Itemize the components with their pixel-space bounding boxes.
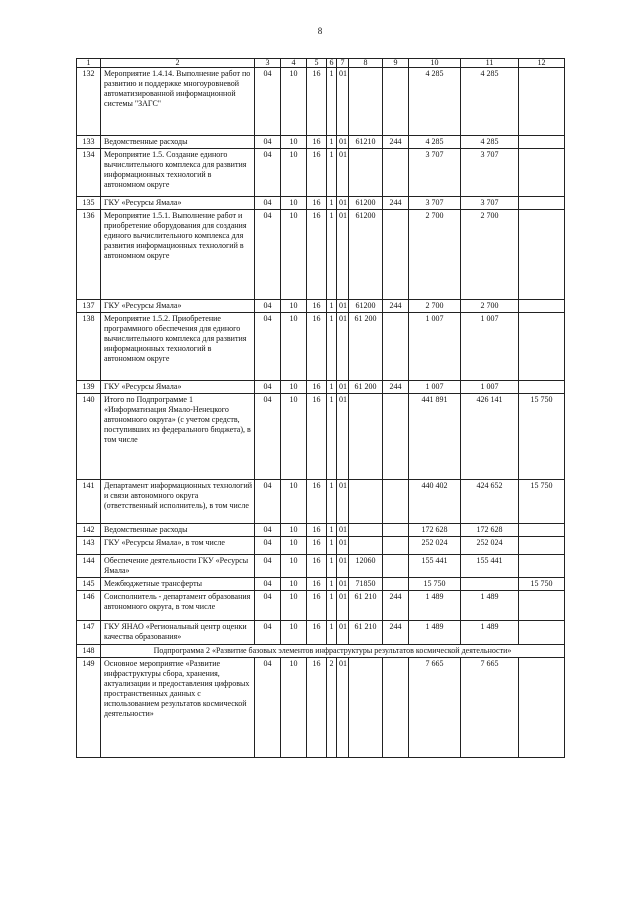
table-row [77,149,565,197]
table-cell: 1 [327,210,337,300]
row-description: Ведомственные расходы [101,524,255,537]
table-cell: 3 707 [461,197,519,210]
table-cell: 04 [255,555,281,578]
table-cell: 244 [383,300,409,313]
table-cell: 16 [307,394,327,480]
table-cell: 1 [327,591,337,621]
table-cell: 01 [337,210,349,300]
column-header: 9 [383,59,409,68]
table-cell: 1 489 [461,621,519,645]
table-cell: 16 [307,197,327,210]
table-cell [383,524,409,537]
row-description: Мероприятие 1.5.1. Выполнение работ и приобретение оборудования для создания единого вычислительного комплекса для развития информационных технологий в автономном округе [101,210,255,300]
table-cell: 71850 [349,578,383,591]
table-cell: 1 [327,313,337,381]
table-cell [349,480,383,524]
table-cell: 10 [281,480,307,524]
row-number: 135 [77,197,101,210]
table-row [77,210,565,300]
section-row [77,645,565,658]
header-row [77,59,565,68]
table-cell: 04 [255,136,281,149]
table-cell [383,394,409,480]
table-cell: 441 891 [409,394,461,480]
column-header: 1 [77,59,101,68]
row-number: 146 [77,591,101,621]
table-row [77,313,565,381]
column-header: 7 [337,59,349,68]
table-cell [383,313,409,381]
table-cell: 244 [383,621,409,645]
table-cell: 155 441 [409,555,461,578]
page-number: 8 [317,26,323,36]
table-cell: 01 [337,555,349,578]
table-cell [383,578,409,591]
table-cell [349,68,383,136]
column-header: 3 [255,59,281,68]
table-cell: 16 [307,591,327,621]
table-cell: 61 210 [349,621,383,645]
table-cell: 01 [337,300,349,313]
row-number: 133 [77,136,101,149]
table-row [77,136,565,149]
row-description: Ведомственные расходы [101,136,255,149]
table-row [77,480,565,524]
table-cell: 1 489 [409,591,461,621]
table-cell: 04 [255,313,281,381]
table-cell [383,658,409,758]
table-cell: 1 007 [409,313,461,381]
table-cell [519,555,565,578]
column-header: 8 [349,59,383,68]
table-cell: 01 [337,537,349,555]
table-cell: 16 [307,300,327,313]
table-cell: 1 [327,68,337,136]
table-cell: 3 707 [409,197,461,210]
table-cell: 04 [255,578,281,591]
table-cell: 01 [337,68,349,136]
table-cell [383,537,409,555]
column-header: 2 [101,59,255,68]
table-cell: 4 285 [461,136,519,149]
column-header: 6 [327,59,337,68]
table-cell: 16 [307,381,327,394]
table-cell: 2 700 [461,300,519,313]
row-number: 143 [77,537,101,555]
table-cell: 3 707 [409,149,461,197]
table-cell: 16 [307,537,327,555]
table-cell: 04 [255,149,281,197]
table-cell: 1 [327,381,337,394]
table-row [77,394,565,480]
table-cell: 04 [255,210,281,300]
table-cell: 01 [337,313,349,381]
table-cell: 01 [337,591,349,621]
table-row [77,537,565,555]
table-cell: 61 200 [349,381,383,394]
table-cell: 04 [255,480,281,524]
column-header: 5 [307,59,327,68]
row-number: 147 [77,621,101,645]
table-cell: 01 [337,621,349,645]
table-cell [349,149,383,197]
table-cell: 1 [327,555,337,578]
table-cell: 04 [255,621,281,645]
row-number: 138 [77,313,101,381]
table-cell: 440 402 [409,480,461,524]
table-cell: 7 665 [409,658,461,758]
table-cell: 1 [327,578,337,591]
table-cell: 01 [337,578,349,591]
table-cell: 172 628 [409,524,461,537]
table-cell: 04 [255,394,281,480]
column-header: 11 [461,59,519,68]
table-cell: 1 [327,524,337,537]
table-cell: 10 [281,313,307,381]
table-cell: 16 [307,313,327,381]
table-cell: 10 [281,578,307,591]
table-cell [383,68,409,136]
table-row [77,621,565,645]
row-number: 132 [77,68,101,136]
row-description: Мероприятие 1.5.2. Приобретение программного обеспечения для единого вычислительного комплекса для развития информационных технологий в автономном округе [101,313,255,381]
row-description: ГКУ ЯНАО «Региональный центр оценки качества образования» [101,621,255,645]
table-cell: 61200 [349,197,383,210]
table-cell [383,149,409,197]
row-description: Итого по Подпрограмме 1 «Информатизация Ямало-Ненецкого автономного округа» (с учетом средств, поступивших из федерального бюджета), в том числе [101,394,255,480]
table-cell: 61210 [349,136,383,149]
table-cell: 61 200 [349,313,383,381]
table-cell: 10 [281,210,307,300]
table-cell: 4 285 [409,68,461,136]
table-cell: 1 489 [461,591,519,621]
table-cell: 155 441 [461,555,519,578]
table-cell [519,197,565,210]
table-cell: 10 [281,381,307,394]
table-cell [383,480,409,524]
table-cell: 15 750 [519,394,565,480]
row-description: ГКУ «Ресурсы Ямала» [101,300,255,313]
table-cell: 10 [281,621,307,645]
table-cell: 10 [281,394,307,480]
table-cell: 244 [383,591,409,621]
table-cell [349,658,383,758]
row-number: 142 [77,524,101,537]
table-cell: 04 [255,658,281,758]
table-row [77,658,565,758]
table-cell: 04 [255,300,281,313]
column-header: 4 [281,59,307,68]
table-cell: 10 [281,591,307,621]
table-cell: 01 [337,381,349,394]
table-cell: 1 [327,537,337,555]
table-cell [519,149,565,197]
row-description: Соисполнитель - департамент образования автономного округа, в том числе [101,591,255,621]
row-number: 140 [77,394,101,480]
table-cell: 16 [307,480,327,524]
table-cell: 01 [337,149,349,197]
table-cell [383,210,409,300]
table-cell: 1 [327,621,337,645]
table-cell: 61200 [349,300,383,313]
table-cell: 2 700 [461,210,519,300]
table-row [77,555,565,578]
table-cell: 10 [281,658,307,758]
table-cell [349,524,383,537]
table-cell: 10 [281,197,307,210]
row-description: ГКУ «Ресурсы Ямала», в том числе [101,537,255,555]
table-row [77,68,565,136]
row-description: Межбюджетные трансферты [101,578,255,591]
table-row [77,381,565,394]
table-cell [349,394,383,480]
table-row [77,197,565,210]
table-row [77,578,565,591]
table-cell: 10 [281,555,307,578]
table-cell: 1 489 [409,621,461,645]
table-cell: 12060 [349,555,383,578]
table-cell: 01 [337,136,349,149]
table-cell: 4 285 [409,136,461,149]
table-cell: 04 [255,381,281,394]
table-cell: 04 [255,537,281,555]
table-cell: 1 [327,300,337,313]
table-cell: 04 [255,197,281,210]
table-cell: 244 [383,197,409,210]
table-cell: 252 024 [461,537,519,555]
table-cell: 04 [255,591,281,621]
table-cell [461,578,519,591]
table-cell [519,210,565,300]
table-cell [383,555,409,578]
table-cell: 16 [307,136,327,149]
row-description: Обеспечение деятельности ГКУ «Ресурсы Ямала» [101,555,255,578]
table-cell: 2 700 [409,210,461,300]
row-number: 141 [77,480,101,524]
table-cell: 15 750 [409,578,461,591]
row-description: Департамент информационных технологий и связи автономного округа (ответственный исполнитель), в том числе [101,480,255,524]
table-cell: 16 [307,658,327,758]
table-cell: 16 [307,210,327,300]
table-cell [519,136,565,149]
row-number: 137 [77,300,101,313]
table-cell: 10 [281,136,307,149]
table-cell: 15 750 [519,578,565,591]
table-cell: 172 628 [461,524,519,537]
table-cell: 1 [327,480,337,524]
row-number: 149 [77,658,101,758]
table-cell [519,591,565,621]
table-cell [519,68,565,136]
table-cell: 1 [327,394,337,480]
table-cell: 3 707 [461,149,519,197]
table-row [77,524,565,537]
row-description: Мероприятие 1.5. Создание единого вычислительного комплекса для развития информационных технологий в автономном округе [101,149,255,197]
row-description: ГКУ «Ресурсы Ямала» [101,197,255,210]
table-cell: 16 [307,621,327,645]
table-cell [519,381,565,394]
table-cell: 16 [307,578,327,591]
table-cell: 1 [327,197,337,210]
table-cell: 01 [337,524,349,537]
table-cell: 2 700 [409,300,461,313]
table-cell: 1 007 [409,381,461,394]
table-cell: 16 [307,524,327,537]
table-cell [519,300,565,313]
table-cell: 04 [255,524,281,537]
table-cell [519,524,565,537]
table-cell: 2 [327,658,337,758]
row-number: 134 [77,149,101,197]
table-cell: 01 [337,197,349,210]
row-number: 144 [77,555,101,578]
row-number: 148 [77,645,101,658]
table-cell: 10 [281,149,307,197]
table-cell: 15 750 [519,480,565,524]
section-title: Подпрограмма 2 «Развитие базовых элементов инфраструктуры результатов космической деятельности» [101,645,565,658]
table-cell: 16 [307,149,327,197]
table-cell: 1 007 [461,381,519,394]
table-cell: 1 [327,136,337,149]
table-cell [349,537,383,555]
table-cell [519,658,565,758]
table-cell: 16 [307,555,327,578]
table-cell: 7 665 [461,658,519,758]
table-cell: 244 [383,136,409,149]
table-cell: 61 210 [349,591,383,621]
table-cell: 04 [255,68,281,136]
row-number: 145 [77,578,101,591]
column-header: 10 [409,59,461,68]
table-cell: 01 [337,480,349,524]
table-cell: 16 [307,68,327,136]
row-description: Мероприятие 1.4.14. Выполнение работ по развитию и поддержке многоуровневой автоматизированной информационной системы "ЗАГС" [101,68,255,136]
table-cell [519,621,565,645]
table-cell: 01 [337,658,349,758]
table-cell: 01 [337,394,349,480]
table-cell: 10 [281,537,307,555]
column-header: 12 [519,59,565,68]
row-description: ГКУ «Ресурсы Ямала» [101,381,255,394]
table-cell: 1 007 [461,313,519,381]
table-cell: 1 [327,149,337,197]
row-description: Основное мероприятие «Развитие инфраструктуры сбора, хранения, актуализации и предоставления цифровых пространственных данных с использованием результатов космической деятельности» [101,658,255,758]
table-cell: 4 285 [461,68,519,136]
table-cell: 10 [281,68,307,136]
table-cell: 244 [383,381,409,394]
table-row [77,300,565,313]
table-cell: 426 141 [461,394,519,480]
row-number: 136 [77,210,101,300]
table-cell: 424 652 [461,480,519,524]
table-cell [519,537,565,555]
budget-table [76,58,565,758]
table-row [77,591,565,621]
table-cell: 10 [281,524,307,537]
table-cell [519,313,565,381]
table-cell: 10 [281,300,307,313]
row-number: 139 [77,381,101,394]
table-cell: 252 024 [409,537,461,555]
table-cell: 61200 [349,210,383,300]
